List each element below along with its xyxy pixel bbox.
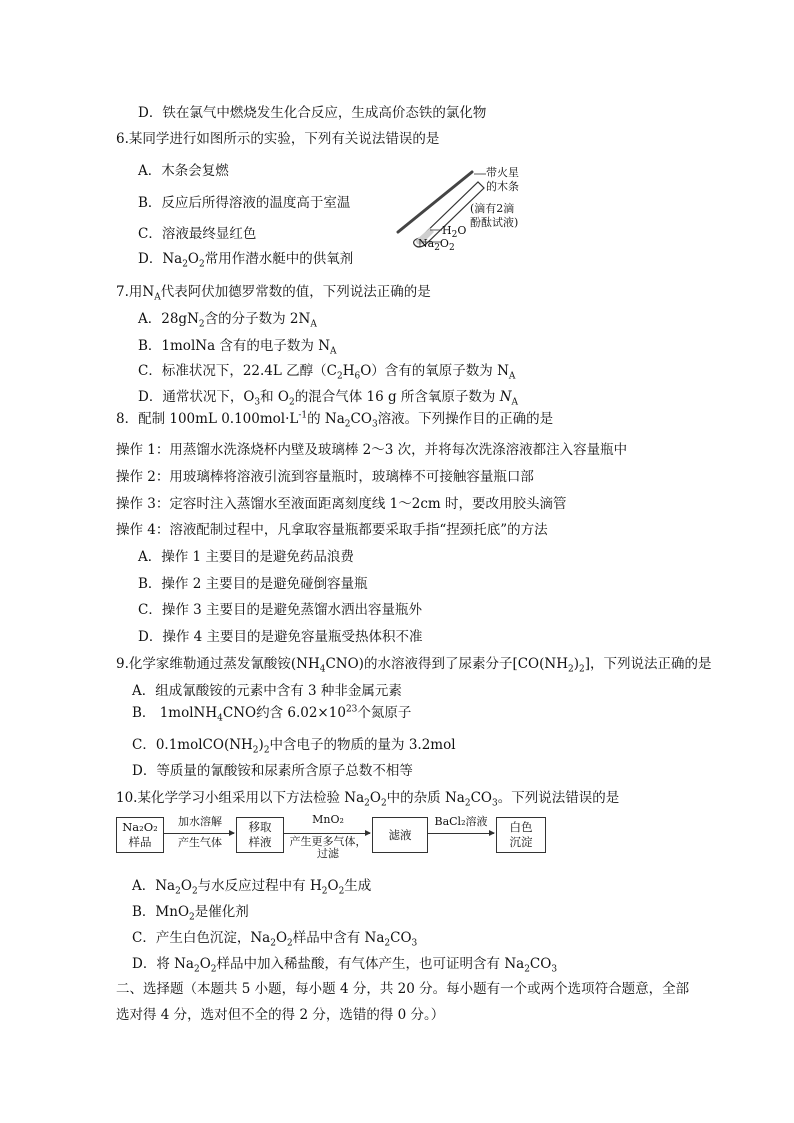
test-tube-figure [390, 160, 520, 260]
q9-option-a: A．组成氰酸铵的元素中含有 3 种非金属元素 [132, 683, 402, 699]
flow-box-filtrate: 滤液 [372, 817, 428, 853]
fig-label-splint-1: 带火星 [486, 166, 519, 179]
flow-arrow-1 [164, 833, 234, 834]
flow-arrow1-top: 加水溶解 [178, 815, 222, 828]
q8-operation-4: 操作 4：溶液配制过程中，凡拿取容量瓶都要采取手指“捏颈托底”的方法 [116, 522, 548, 538]
q8-operation-1: 操作 1：用蒸馏水洗涤烧杯内壁及玻璃棒 2～3 次，并将每次洗涤溶液都注入容量瓶中 [116, 442, 628, 458]
flow-arrow3-top: BaCl₂溶液 [434, 815, 488, 828]
flow-arrow-2 [284, 833, 370, 834]
flow-arrow1-bottom: 产生气体 [178, 836, 222, 849]
q5-option-d: D．铁在氯气中燃烧发生化合反应，生成高价态铁的氯化物 [138, 105, 487, 121]
q6-option-d: D．$Na_2O_2$常用作潜水艇中的供氧剂 [138, 251, 354, 270]
q7-option-c: C．标准状况下，22.4L 乙醇$(C_2H_6O)$含有的氧原子数为 $N_A$ [138, 363, 516, 382]
fig-label-splint-2: 的木条 [486, 180, 519, 193]
section2-heading-line1: 二、选择题（本题共 5 小题，每小题 4 分，共 20 分。每小题有一个或两个选项符合题意，全部 [116, 981, 690, 997]
q6-stem: 6.某同学进行如图所示的实验，下列有关说法错误的是 [116, 131, 440, 147]
q10-option-c: C．产生白色沉淀，$Na_2O_2$样品中含有 $Na_2CO_3$ [132, 930, 418, 949]
q8-operation-3: 操作 3：定容时注入蒸馏水至液面距离刻度线 1～2cm 时，要改用胶头滴管 [116, 496, 567, 512]
q10-stem: 10.某化学学习小组采用以下方法检验 $Na_2O_2$中的杂质 $Na_2CO_3$。下列说法错误的是 [116, 790, 620, 809]
q7-option-a: A．$28gN_2$含的分子数为 $2N_A$ [138, 311, 317, 330]
flow-arrow2-bottom-1: 产生更多气体， [289, 835, 367, 848]
q9-option-c: C．$0.1molCO(NH_2)_2$中含电子的物质的量为 3.2mol [132, 737, 456, 756]
flow-box-precipitate: 白色 沉淀 [496, 817, 546, 853]
q8-operation-2: 操作 2：用玻璃棒将溶液引流到容量瓶时，玻璃棒不可接触容量瓶口部 [116, 469, 534, 485]
q10-option-a: A．$Na_2O_2$与水反应过程中有 $H_2O_2$生成 [132, 878, 372, 897]
q8-option-a: A．操作 1 主要目的是避免药品浪费 [138, 549, 354, 565]
fig-label-h2o: $H_2O$ [442, 224, 467, 241]
q8-stem: 8．配制 100mL $0.100mol\cdot L^{-1}$的 $Na_2CO_3$溶液。下列操作目的正确的是 [116, 410, 554, 430]
q10-option-d: D．将 $Na_2O_2$样品中加入稀盐酸，有气体产生，也可证明含有 $Na_2CO_3$ [132, 956, 558, 975]
q7-option-b: B．1molNa 含有的电子数为 $N_A$ [138, 338, 337, 357]
q6-option-c: C．溶液最终显红色 [138, 226, 257, 242]
q8-option-b: B．操作 2 主要目的是避免碰倒容量瓶 [138, 576, 368, 592]
flow-arrow-3 [428, 833, 494, 834]
q6-option-a: A．木条会复燃 [138, 163, 229, 179]
section2-heading-line2: 选对得 4 分，选对但不全的得 2 分，选错的得 0 分。） [116, 1007, 445, 1023]
q8-option-c: C．操作 3 主要目的是避免蒸馏水洒出容量瓶外 [138, 602, 423, 618]
q9-option-b: B． 1molNH$_4$CNO约含 $6.02\times 10^{23}$个氮原子 [132, 704, 412, 724]
flow-arrow2-top: MnO₂ [312, 813, 344, 826]
q10-flowchart [116, 813, 546, 860]
fig-label-phenol-1: (滴有2滴 [470, 202, 515, 215]
flow-box-aliquot: 移取 样液 [236, 817, 284, 853]
flow-arrow2-bottom-2: 过滤 [317, 847, 339, 860]
fig-label-phenol-2: 酚酞试液) [470, 216, 519, 229]
q9-option-d: D．等质量的氰酸铵和尿素所含原子总数不相等 [132, 763, 413, 779]
q7-stem: 7.用$N_A$代表阿伏加德罗常数的值，下列说法正确的是 [116, 284, 431, 303]
q7-option-d: D．通常状况下，$O_3$和 $O_2$的混合气体 16 g 所含氧原子数为 $N_A$ [138, 389, 519, 408]
q6-option-b: B．反应后所得溶液的温度高于室温 [138, 195, 351, 211]
q9-stem: 9.化学家维勒通过蒸发氰酸铵$(NH_4CNO)$的水溶液得到了尿素分子$[CO(NH_2)_2]$，下列说法正确的是 [116, 656, 712, 675]
fig-label-na2o2: $Na_2O_2$ [418, 237, 455, 254]
q10-option-b: B．MnO$_2$是催化剂 [132, 904, 249, 923]
flow-box-sample: Na₂O₂ 样品 [116, 817, 164, 853]
q8-option-d: D．操作 4 主要目的是避免容量瓶受热体积不准 [138, 629, 423, 645]
